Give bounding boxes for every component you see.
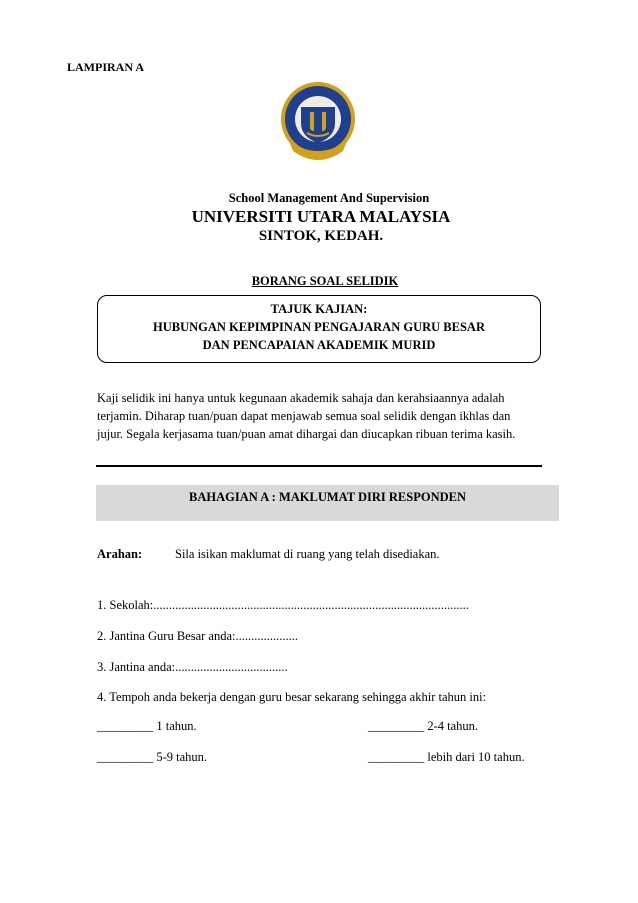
study-title-label: TAJUK KAJIAN: bbox=[270, 302, 368, 316]
university-location: SINTOK, KEDAH. bbox=[258, 228, 384, 244]
intro-paragraph bbox=[97, 389, 547, 443]
question-headmaster-gender[interactable]: 2. Jantina Guru Besar anda:.................... bbox=[97, 629, 299, 643]
intro-line-1: Kaji selidik ini hanya untuk kegunaan akademik sahaja dan kerahsiaannya adalah bbox=[97, 391, 505, 405]
instruction-text: Sila isikan maklumat di ruang yang telah disediakan. bbox=[175, 547, 440, 561]
study-title-line-2: DAN PENCAPAIAN AKADEMIK MURID bbox=[202, 338, 436, 352]
tenure-option-5-9-years[interactable]: _________ 5-9 tahun. bbox=[97, 750, 208, 764]
department-subtitle: School Management And Supervision bbox=[228, 191, 430, 205]
intro-line-2: terjamin. Diharap tuan/puan dapat menjawab semua soal selidik dengan ikhlas dan bbox=[97, 409, 511, 423]
appendix-label: LAMPIRAN A bbox=[67, 60, 144, 74]
tenure-option-over-10-years[interactable]: _________ lebih dari 10 tahun. bbox=[368, 750, 525, 764]
question-tenure: 4. Tempoh anda bekerja dengan guru besar sekarang sehingga akhir tahun ini: bbox=[97, 690, 487, 704]
form-title: BORANG SOAL SELIDIK bbox=[251, 274, 399, 288]
question-school[interactable]: 1. Sekolah:..................................................................................................... bbox=[97, 598, 469, 612]
university-name: UNIVERSITI UTARA MALAYSIA bbox=[191, 207, 451, 226]
tenure-option-1-year[interactable]: _________ 1 tahun. bbox=[97, 719, 197, 733]
section-a-title: BAHAGIAN A : MAKLUMAT DIRI RESPONDEN bbox=[189, 490, 466, 504]
university-crest-logo bbox=[277, 79, 359, 169]
tenure-option-2-4-years[interactable]: _________ 2-4 tahun. bbox=[368, 719, 479, 733]
intro-line-3: jujur. Segala kerjasama tuan/puan amat dihargai dan diucapkan ribuan terima kasih. bbox=[97, 427, 516, 441]
study-title-line-1: HUBUNGAN KEPIMPINAN PENGAJARAN GURU BESAR bbox=[153, 320, 485, 334]
question-respondent-gender[interactable]: 3. Jantina anda:.................................... bbox=[97, 660, 288, 674]
instruction-label: Arahan: bbox=[97, 547, 143, 561]
divider-rule bbox=[96, 465, 542, 467]
